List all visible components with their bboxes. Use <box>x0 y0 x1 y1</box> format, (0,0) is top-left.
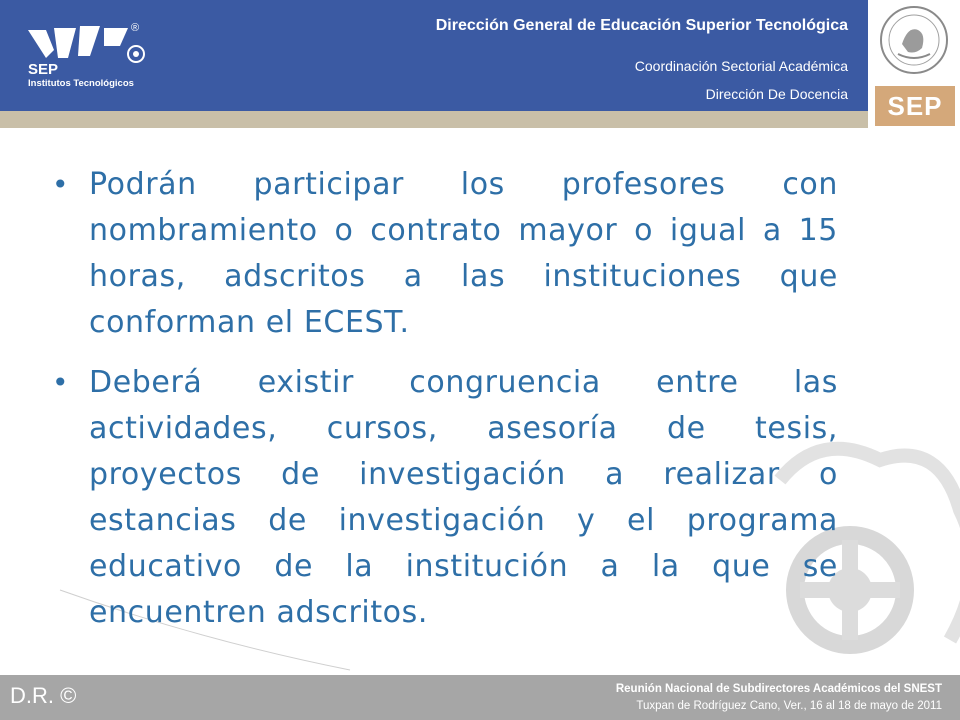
footer-event: Reunión Nacional de Subdirectores Académicos del SNEST <box>615 683 942 695</box>
bullet-item <box>52 360 838 636</box>
header-subtitle-direction: Dirección De Docencia <box>705 86 848 102</box>
registered-mark: ® <box>131 22 140 34</box>
bullet-text: Deberá existir congruencia entre las actividades, cursos, asesoría de tesis, proyectos de investigación a realizar o estancias de investigación y el programa educativo de la institución a la que se encuentren adscritos. <box>89 365 838 630</box>
footer-bar <box>0 675 960 720</box>
header-title: Dirección General de Educación Superior Tecnológica <box>435 17 848 34</box>
footer-place-date: Tuxpan de Rodríguez Cano, Ver., 16 al 18 de mayo de 2011 <box>636 700 942 712</box>
copyright-mark: D.R. © <box>10 683 77 708</box>
logo-text: SEP <box>28 61 59 78</box>
logo-subtext: Institutos Tecnológicos <box>28 78 134 89</box>
header-subtitle-coordination: Coordinación Sectorial Académica <box>634 58 848 74</box>
main-content <box>52 162 838 650</box>
bullet-item <box>52 162 838 346</box>
bullet-marker: • <box>52 168 69 201</box>
bullet-marker: • <box>52 366 69 399</box>
bullet-text: Podrán participar los profesores con nombramiento o contrato mayor o igual a 15 horas, adscritos a las instituciones que conforman el ECEST. <box>89 167 838 340</box>
sep-badge: SEP <box>875 86 955 126</box>
